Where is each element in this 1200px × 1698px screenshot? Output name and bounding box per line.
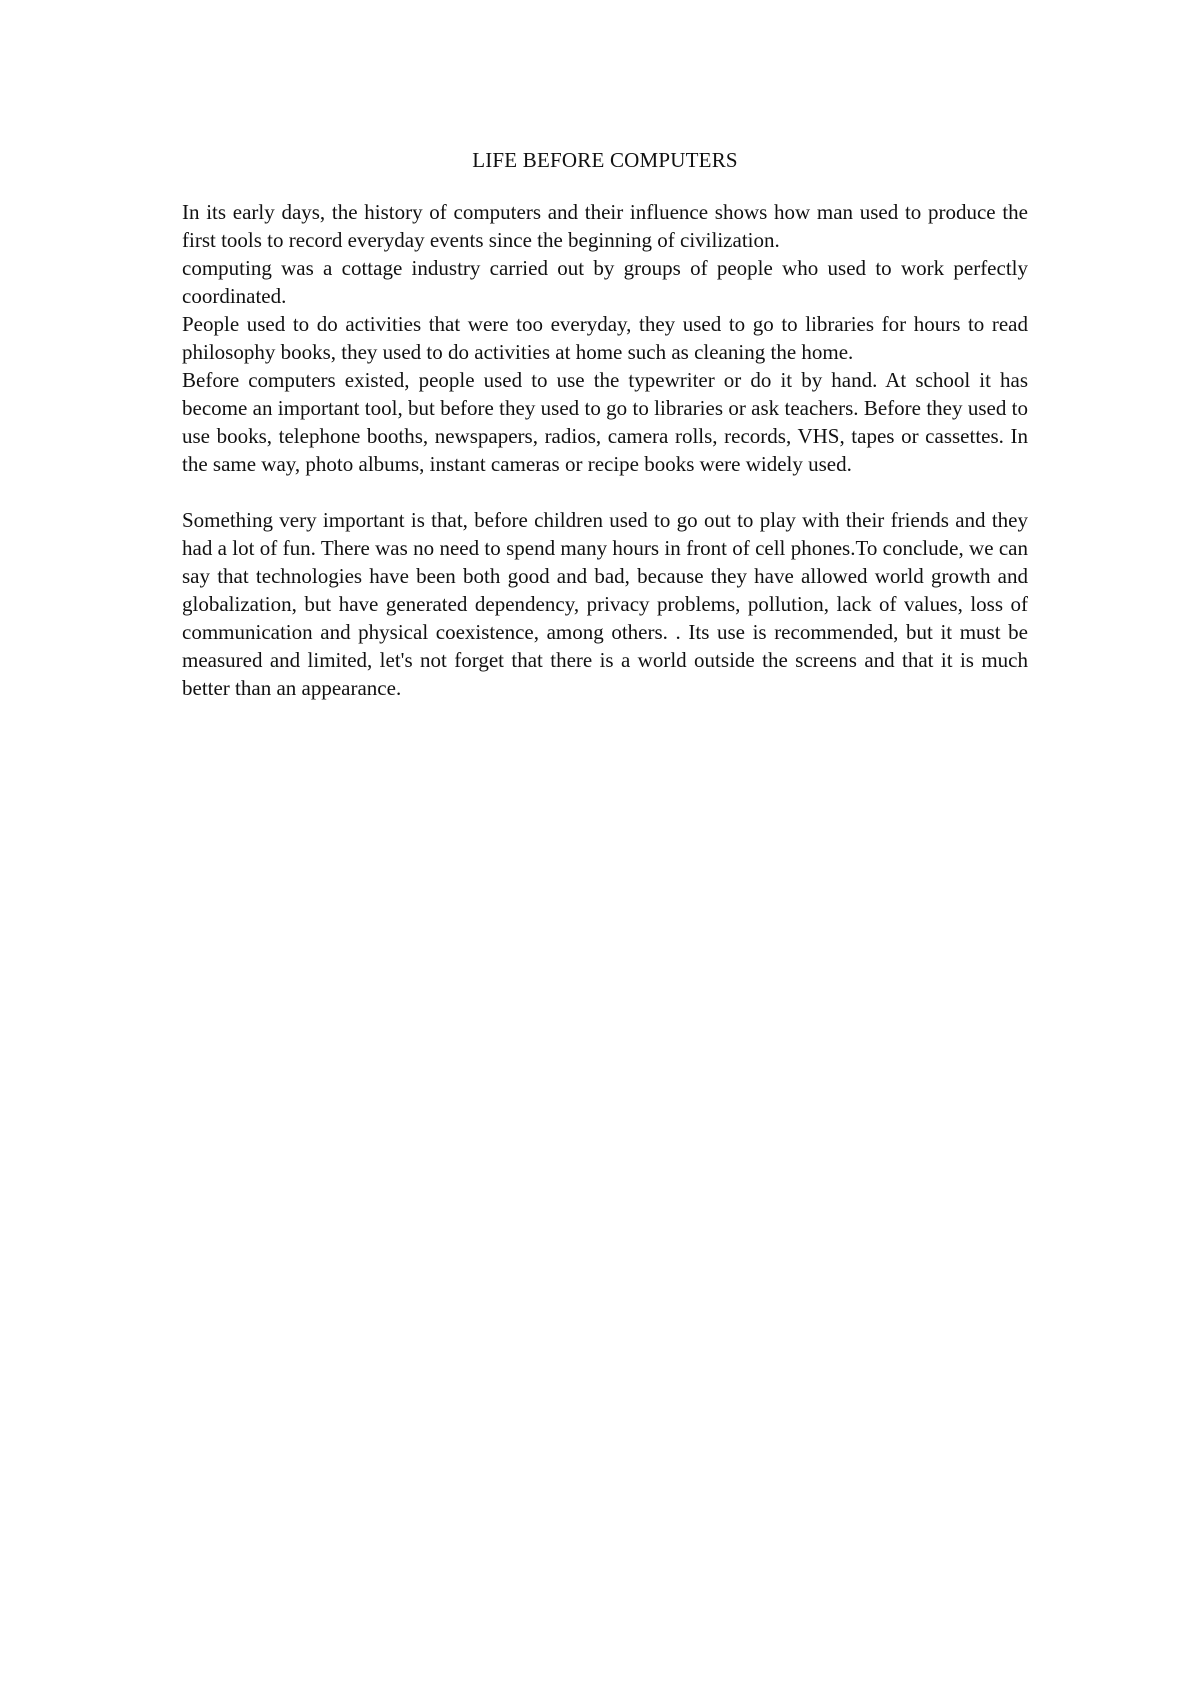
paragraph-cottage-industry: computing was a cottage industry carried out by groups of people who used to work perfectly coordinated. (182, 256, 1028, 308)
document-body (182, 146, 1028, 702)
document-title: LIFE BEFORE COMPUTERS (472, 148, 738, 172)
paragraph-before-computers: Before computers existed, people used to use the typewriter or do it by hand. At school it has become an important tool, but before they used to go to libraries or ask teachers. Before they used to use books, telephone booths, newspapers, radios, camera rolls, records, VHS, tapes or cassettes. In the same way, photo albums, instant cameras or recipe books were widely used. (182, 368, 1028, 476)
paragraph-history-intro: In its early days, the history of computers and their influence shows how man used to produce the first tools to record everyday events since the beginning of civilization. (182, 200, 1028, 252)
paragraph-everyday-activities: People used to do activities that were too everyday, they used to go to libraries for hours to read philosophy books, they used to do activities at home such as cleaning the home. (182, 312, 1028, 364)
paragraph-conclusion: Something very important is that, before children used to go out to play with their friends and they had a lot of fun. There was no need to spend many hours in front of cell phones.To conclude, we can say that technologies have been both good and bad, because they have allowed world growth and globalization, but have generated dependency, privacy problems, pollution, lack of values, loss of communication and physical coexistence, among others. . Its use is recommended, but it must be measured and limited, let's not forget that there is a world outside the screens and that it is much better than an appearance. (182, 508, 1028, 700)
